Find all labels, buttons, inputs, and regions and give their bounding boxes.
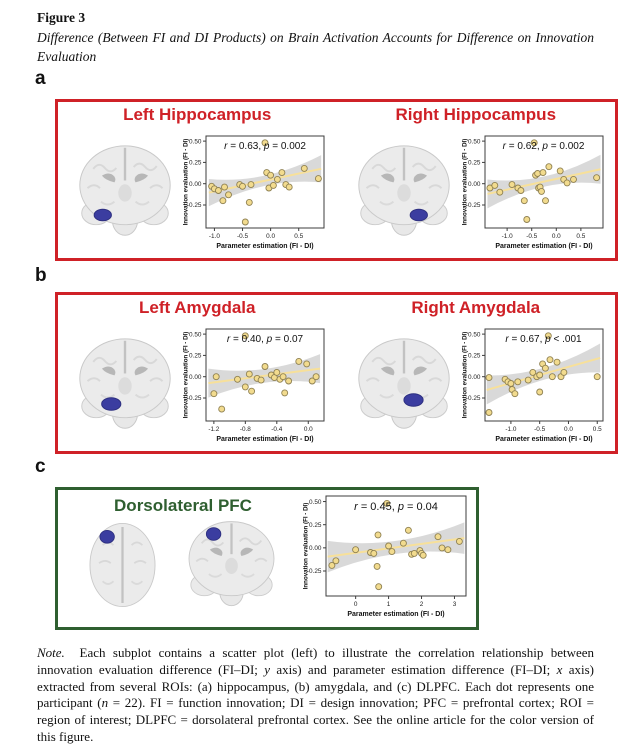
section-left-hippocampus xyxy=(58,102,337,258)
svg-text:-0.5: -0.5 xyxy=(237,232,249,240)
svg-text:0.50: 0.50 xyxy=(467,330,480,338)
svg-text:2: 2 xyxy=(419,601,424,608)
region-title-left-hippocampus: Left Hippocampus xyxy=(123,105,272,124)
correlation-annotation: r = 0.63, p = 0.002 xyxy=(224,140,306,152)
svg-text:0.50: 0.50 xyxy=(467,137,480,145)
svg-text:0.25: 0.25 xyxy=(189,352,202,360)
scatter-plot-right-hippocampus xyxy=(459,132,609,252)
svg-text:0.50: 0.50 xyxy=(189,330,202,338)
svg-text:Innovation evaluation (FI - DI: Innovation evaluation (FI - DI) xyxy=(182,138,190,225)
svg-text:-1.0: -1.0 xyxy=(501,232,513,240)
svg-text:Innovation evaluation (FI - DI: Innovation evaluation (FI - DI) xyxy=(461,138,468,225)
correlation-annotation: r = 0.45, p = 0.04 xyxy=(354,501,438,513)
svg-text:0.5: 0.5 xyxy=(575,232,585,240)
correlation-annotation: r = 0.40, p = 0.07 xyxy=(226,333,304,345)
svg-text:Parameter estimation (FI - DI): Parameter estimation (FI - DI) xyxy=(494,242,593,250)
svg-text:0.00: 0.00 xyxy=(467,373,480,381)
panel-label-b: b xyxy=(35,265,47,286)
note-text-part: x xyxy=(556,661,563,677)
figure-number: Figure 3 xyxy=(37,10,86,25)
svg-text:0.25: 0.25 xyxy=(467,159,480,167)
svg-text:0.0: 0.0 xyxy=(303,425,313,433)
svg-text:Innovation evaluation (FI - DI: Innovation evaluation (FI - DI) xyxy=(461,331,468,418)
svg-text:0.0: 0.0 xyxy=(266,232,276,240)
figure-note xyxy=(37,645,594,746)
brain-image-right-amygdala xyxy=(351,335,457,435)
note-text-part: Each subplot contains a scatter plot (left) to illustrate the correlation relationship between innovation evaluation difference (FI–DI; xyxy=(37,645,594,677)
svg-text:3: 3 xyxy=(452,601,457,608)
svg-text:Parameter estimation (FI - DI): Parameter estimation (FI - DI) xyxy=(347,611,445,618)
panel-label-c: c xyxy=(35,456,46,477)
svg-text:0.25: 0.25 xyxy=(189,159,202,167)
svg-text:-0.5: -0.5 xyxy=(533,425,545,433)
scatter-plot-dlpfc xyxy=(300,492,472,620)
panel-b-amygdala xyxy=(55,292,618,454)
svg-text:-0.4: -0.4 xyxy=(271,425,283,433)
brain-svg xyxy=(351,335,457,435)
region-title-dorsolateral-pfc: Dorsolateral PFC xyxy=(114,496,252,515)
note-text-part: y xyxy=(264,661,270,677)
svg-text:0.0: 0.0 xyxy=(563,425,573,433)
figure-title: Difference (Between FI and DI Products) on Brain Activation Accounts for Difference on Innovation Evaluation xyxy=(37,30,594,64)
svg-text:-0.25: -0.25 xyxy=(186,394,202,402)
brain-svg xyxy=(72,142,178,242)
section-left-amygdala xyxy=(58,295,337,451)
note-text-part: n xyxy=(101,695,109,711)
svg-text:-0.8: -0.8 xyxy=(239,425,251,433)
svg-text:0.25: 0.25 xyxy=(309,521,322,529)
svg-text:0: 0 xyxy=(353,601,358,608)
svg-text:-0.25: -0.25 xyxy=(465,201,480,209)
correlation-annotation: r = 0.67, p < .001 xyxy=(505,333,582,345)
panel-a-hippocampus xyxy=(55,99,618,261)
svg-text:-0.5: -0.5 xyxy=(525,232,537,240)
scatter-plot-left-amygdala xyxy=(180,325,330,445)
correlation-annotation: r = 0.62, p = 0.002 xyxy=(502,140,585,152)
section-right-amygdala xyxy=(337,295,616,451)
region-title-right-amygdala: Right Amygdala xyxy=(411,298,541,317)
svg-text:-0.25: -0.25 xyxy=(465,394,480,402)
svg-text:-1.2: -1.2 xyxy=(208,425,220,433)
note-text-part: Note. xyxy=(37,645,65,660)
svg-text:Innovation evaluation (FI - DI: Innovation evaluation (FI - DI) xyxy=(182,331,190,418)
svg-text:0.25: 0.25 xyxy=(467,352,480,360)
svg-text:0.00: 0.00 xyxy=(189,373,202,381)
svg-text:0.00: 0.00 xyxy=(189,180,202,188)
svg-text:0.0: 0.0 xyxy=(551,232,561,240)
brain-image-dlpfc-coronal xyxy=(181,518,282,612)
note-text-part: axis) extracted from several ROIs: (a) hippocampus, (b) amygdala, and (c) DLPFC. Each dot represents one participant ( xyxy=(37,661,594,711)
svg-text:0.5: 0.5 xyxy=(294,232,304,240)
scatter-plot-left-hippocampus xyxy=(180,132,330,252)
svg-text:-0.25: -0.25 xyxy=(186,201,202,209)
svg-text:Parameter estimation (FI - DI): Parameter estimation (FI - DI) xyxy=(216,242,314,250)
svg-text:0.00: 0.00 xyxy=(309,545,322,553)
note-text-part: = 22). FI = function innovation; DI = design innovation; PFC = prefrontal cortex; ROI = region of interest; DLPFC = dorsolateral prefrontal cortex. See the online article for the color version of this figure. xyxy=(37,695,594,744)
region-title-right-hippocampus: Right Hippocampus xyxy=(395,105,557,124)
svg-text:0.00: 0.00 xyxy=(467,180,480,188)
svg-text:Innovation evaluation (FI - DI: Innovation evaluation (FI - DI) xyxy=(302,502,310,590)
brain-image-left-hippocampus xyxy=(72,142,178,242)
brain-image-left-amygdala xyxy=(72,335,178,435)
svg-text:-0.25: -0.25 xyxy=(306,568,322,576)
svg-text:Parameter estimation (FI - DI): Parameter estimation (FI - DI) xyxy=(494,435,593,443)
brain-svg xyxy=(181,518,282,612)
brain-svg xyxy=(351,142,457,242)
svg-text:1: 1 xyxy=(386,601,391,608)
panel-label-a: a xyxy=(35,68,46,89)
section-right-hippocampus xyxy=(337,102,616,258)
svg-text:0.50: 0.50 xyxy=(189,137,202,145)
svg-text:Parameter estimation (FI - DI): Parameter estimation (FI - DI) xyxy=(216,435,314,443)
scatter-plot-right-amygdala xyxy=(459,325,609,445)
brain-image-right-hippocampus xyxy=(351,142,457,242)
panel-c-dlpfc xyxy=(55,487,479,630)
svg-text:0.50: 0.50 xyxy=(309,498,322,506)
svg-text:0.5: 0.5 xyxy=(592,425,602,433)
brain-image-dlpfc-axial xyxy=(72,518,173,612)
svg-text:-1.0: -1.0 xyxy=(208,232,220,240)
brain-svg xyxy=(72,518,173,612)
note-text-part: axis) and parameter estimation difference (FI–DI; xyxy=(270,661,557,677)
region-title-left-amygdala: Left Amygdala xyxy=(138,298,256,317)
svg-text:-1.0: -1.0 xyxy=(504,425,516,433)
brain-svg xyxy=(72,335,178,435)
